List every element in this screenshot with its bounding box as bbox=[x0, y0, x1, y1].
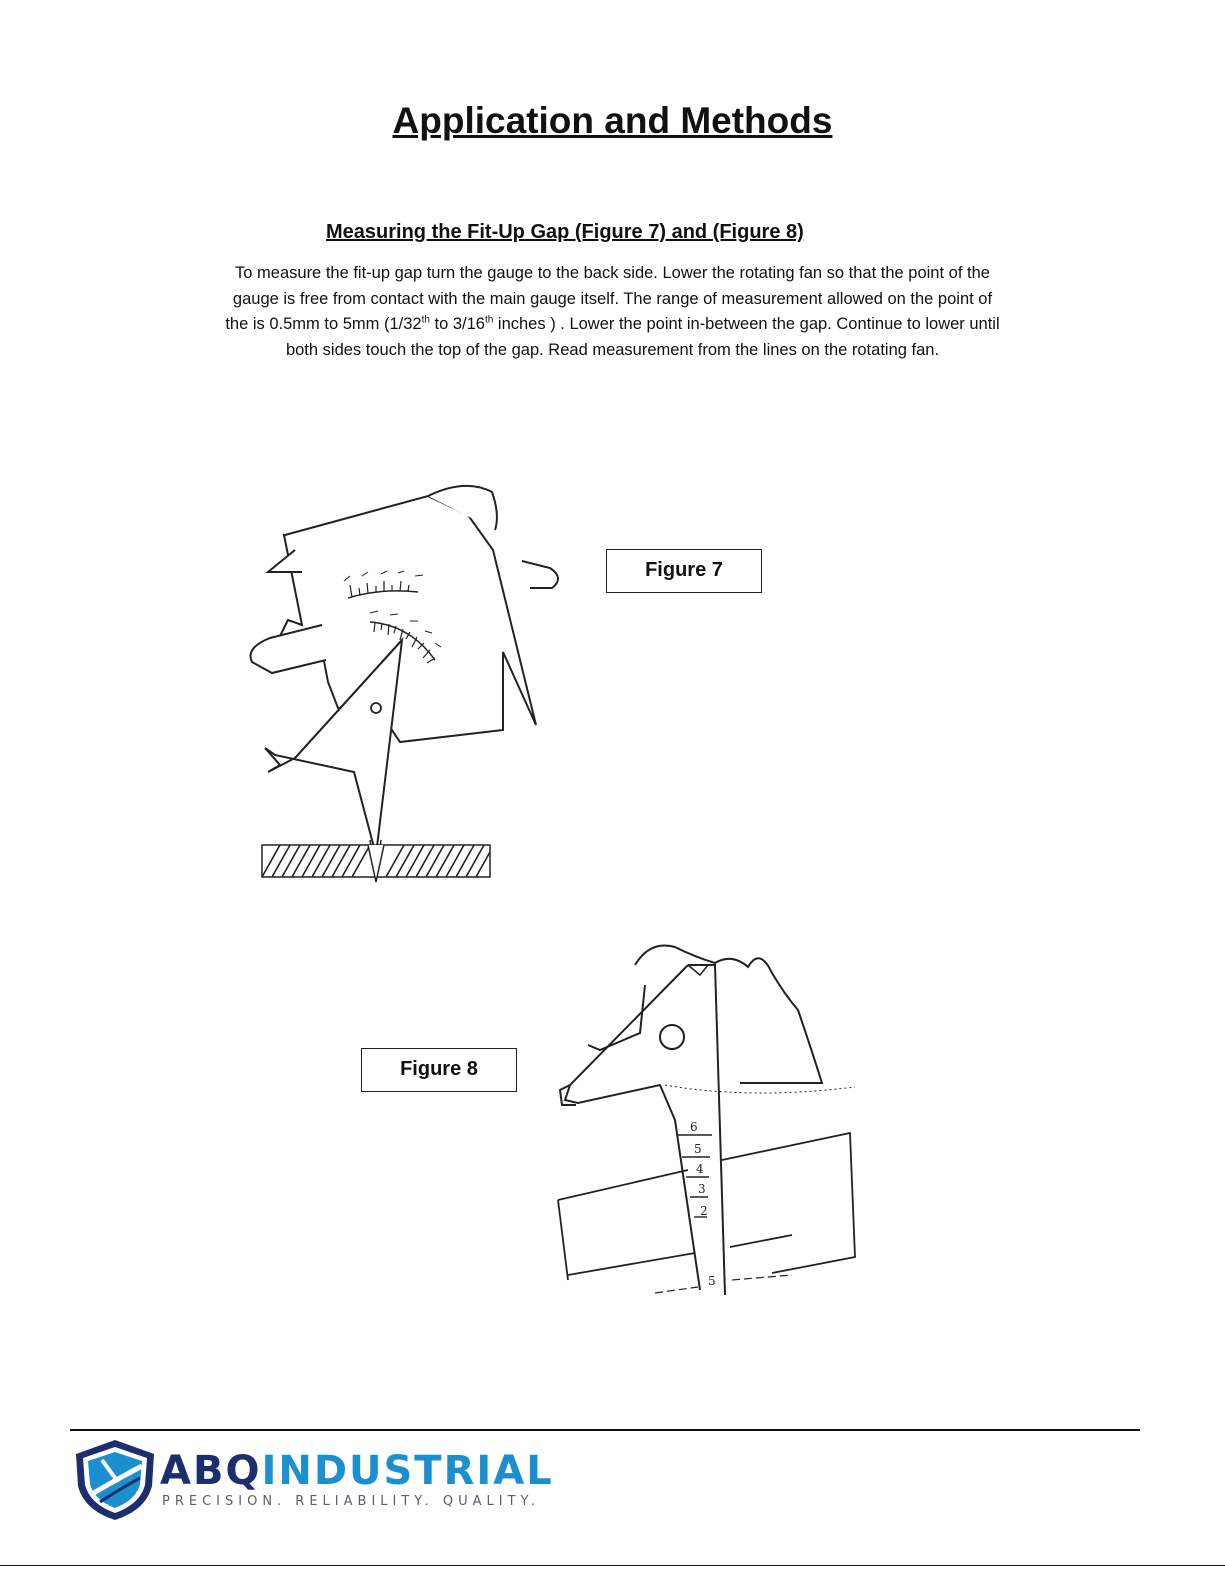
gauge-body bbox=[278, 496, 536, 742]
page-bottom-edge bbox=[0, 1565, 1225, 1566]
upper-plate bbox=[558, 1133, 855, 1273]
paragraph-part-3: inches ) . Lower the point in-between the gap. Continue to lower until both sides touch the top of the gap. Read measurement from the lines on the rotating fan. bbox=[285, 315, 1000, 359]
fan-pivot bbox=[660, 1025, 684, 1049]
figure-7-drawing bbox=[240, 480, 580, 890]
scale-mark-5: 5 bbox=[694, 1142, 702, 1156]
paragraph-part-1: To measure the fit-up gap turn the gauge to the back side. Lower the rotating fan so that the point of the gauge is free from contact with the main gauge itself. The range of measurement allowed on the point of the is 0.5mm to 5mm (1/32 bbox=[225, 264, 993, 334]
paragraph-part-2: to 3/16 bbox=[429, 315, 485, 334]
footer-divider bbox=[70, 1429, 1140, 1431]
scale-mark-2: 2 bbox=[700, 1204, 708, 1218]
superscript-th-1: th bbox=[421, 314, 430, 326]
brand-tagline: PRECISION. RELIABILITY. QUALITY. bbox=[162, 1494, 540, 1509]
brand-wordmark bbox=[160, 1448, 554, 1494]
fan-pivot bbox=[371, 703, 381, 713]
figure-8-drawing bbox=[510, 935, 890, 1305]
abq-shield-logo-icon bbox=[72, 1438, 158, 1522]
rotating-fan bbox=[565, 965, 700, 1290]
scale-mark-4: 4 bbox=[696, 1162, 704, 1176]
instructions-paragraph bbox=[220, 261, 1005, 363]
scale-mark-6: 6 bbox=[690, 1120, 698, 1134]
scale-mark-bottom: 5 bbox=[708, 1274, 716, 1288]
brand-abq: ABQ bbox=[160, 1448, 262, 1494]
scale-mark-3: 3 bbox=[698, 1182, 706, 1196]
lower-plate bbox=[568, 1235, 792, 1275]
superscript-th-2: th bbox=[484, 314, 494, 326]
figure-8-label: Figure 8 bbox=[361, 1048, 517, 1092]
page-title: Application and Methods bbox=[392, 100, 833, 141]
section-heading: Measuring the Fit-Up Gap (Figure 7) and (Figure 8) bbox=[326, 221, 804, 243]
figure-7-label: Figure 7 bbox=[606, 549, 762, 593]
brand-industrial: INDUSTRIAL bbox=[261, 1448, 554, 1494]
gauge-right-tab bbox=[522, 561, 558, 588]
